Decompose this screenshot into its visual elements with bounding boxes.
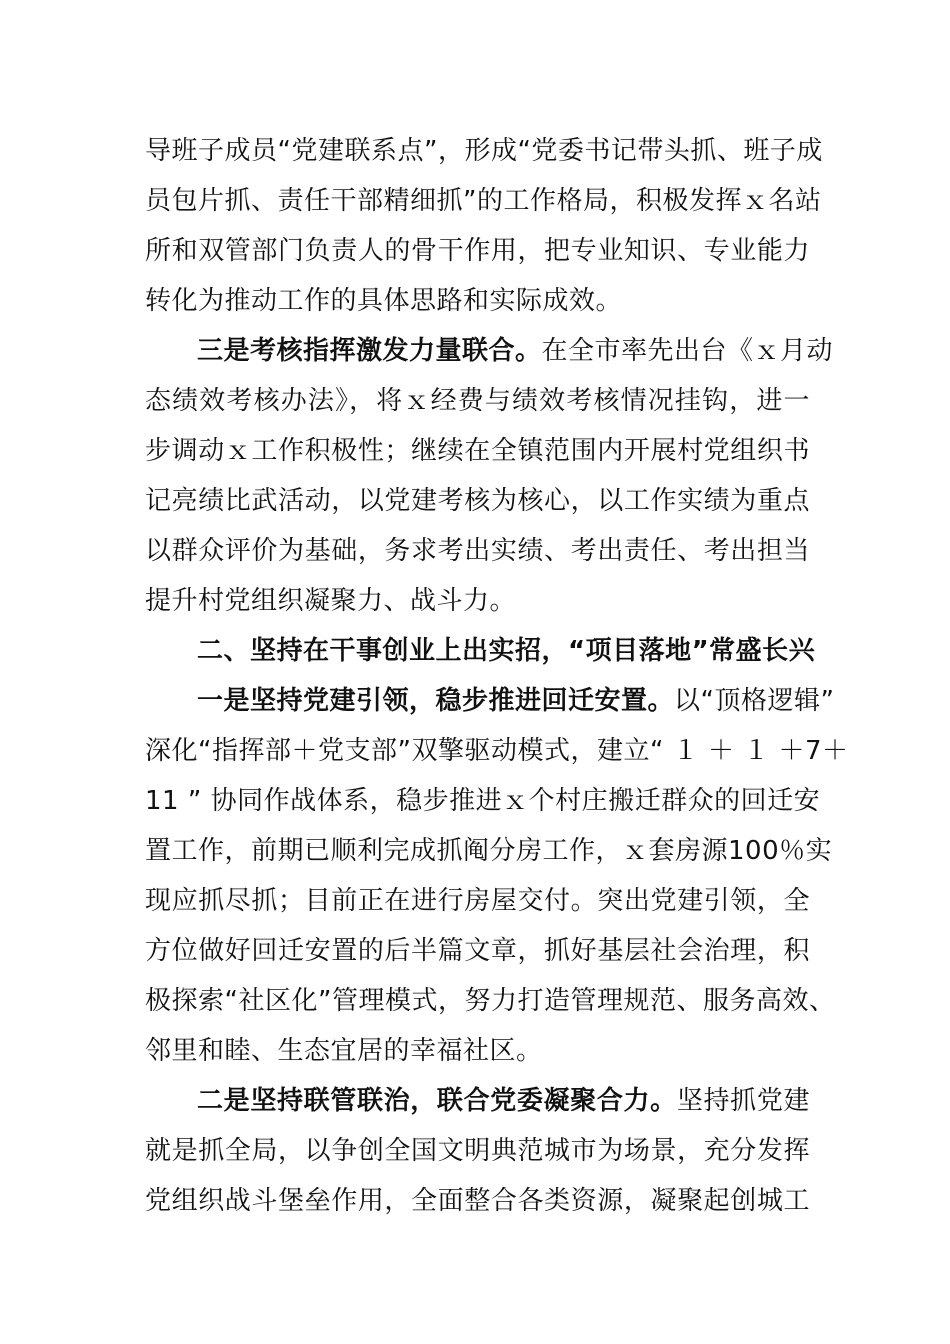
text-line: 导班子成员“党建联系点”，形成“党委书记带头抓、班子成 xyxy=(145,136,823,166)
paragraph-start-line xyxy=(145,1076,810,1126)
paragraph-start-line xyxy=(145,326,834,376)
text-line: 就是抓全局，以争创全国文明典范城市为场景，充分发挥 xyxy=(145,1136,810,1166)
text-line: 现应抓尽抓；目前正在进行房屋交付。突出党建引领，全 xyxy=(145,886,810,916)
paragraph-start-line xyxy=(145,676,835,726)
text-line: 所和双管部门负责人的骨干作用，把专业知识、专业能力 xyxy=(145,236,810,266)
paragraph-lead: 一是坚持党建引领，稳步推进回迁安置。 xyxy=(197,686,675,716)
paragraph-text: 坚持抓党建 xyxy=(676,1086,810,1116)
paragraph-text: 以“顶格逻辑” xyxy=(674,686,835,716)
document-body xyxy=(145,126,849,1226)
text-line: 11 ” 协同作战体系，稳步推进ｘ个村庄搬迁群众的回迁安 xyxy=(145,786,821,816)
text-line: 党组织战斗堡垒作用，全面整合各类资源，凝聚起创城工 xyxy=(145,1186,810,1216)
text-line: 邻里和睦、生态宜居的幸福社区。 xyxy=(145,1036,543,1066)
paragraph-lead: 二是坚持联管联治，联合党委凝聚合力。 xyxy=(197,1086,677,1116)
text-line: 极探索“社区化”管理模式，努力打造管理规范、服务高效、 xyxy=(145,986,836,1016)
text-line: 记亮绩比武活动，以党建考核为核心，以工作实绩为重点 xyxy=(145,486,810,516)
paragraph-text: 在全市率先出台《ｘ月动 xyxy=(541,336,834,366)
text-line: 态绩效考核办法》，将ｘ经费与绩效考核情况挂钩，进一 xyxy=(145,386,810,416)
text-line: 置工作，前期已顺利完成抓阄分房工作，ｘ套房源100％实 xyxy=(145,836,833,866)
text-line: 方位做好回迁安置的后半篇文章，抓好基层社会治理，积 xyxy=(145,936,810,966)
paragraph-lead: 三是考核指挥激发力量联合。 xyxy=(197,336,542,366)
text-line: 提升村党组织凝聚力、战斗力。 xyxy=(145,586,517,616)
text-line: 以群众评价为基础，务求考出实绩、考出责任、考出担当 xyxy=(145,536,810,566)
text-line: 深化“指挥部＋党支部”双擎驱动模式，建立“ １ ＋ １ ＋7＋ xyxy=(145,736,849,766)
text-line: 步调动ｘ工作积极性；继续在全镇范围内开展村党组织书 xyxy=(145,436,810,466)
text-line: 员包片抓、责任干部精细抓”的工作格局，积极发挥ｘ名站 xyxy=(145,186,822,216)
text-line: 转化为推动工作的具体思路和实际成效。 xyxy=(145,286,623,316)
section-heading: 二、坚持在干事创业上出实招，“项目落地”常盛长兴 xyxy=(197,636,816,666)
